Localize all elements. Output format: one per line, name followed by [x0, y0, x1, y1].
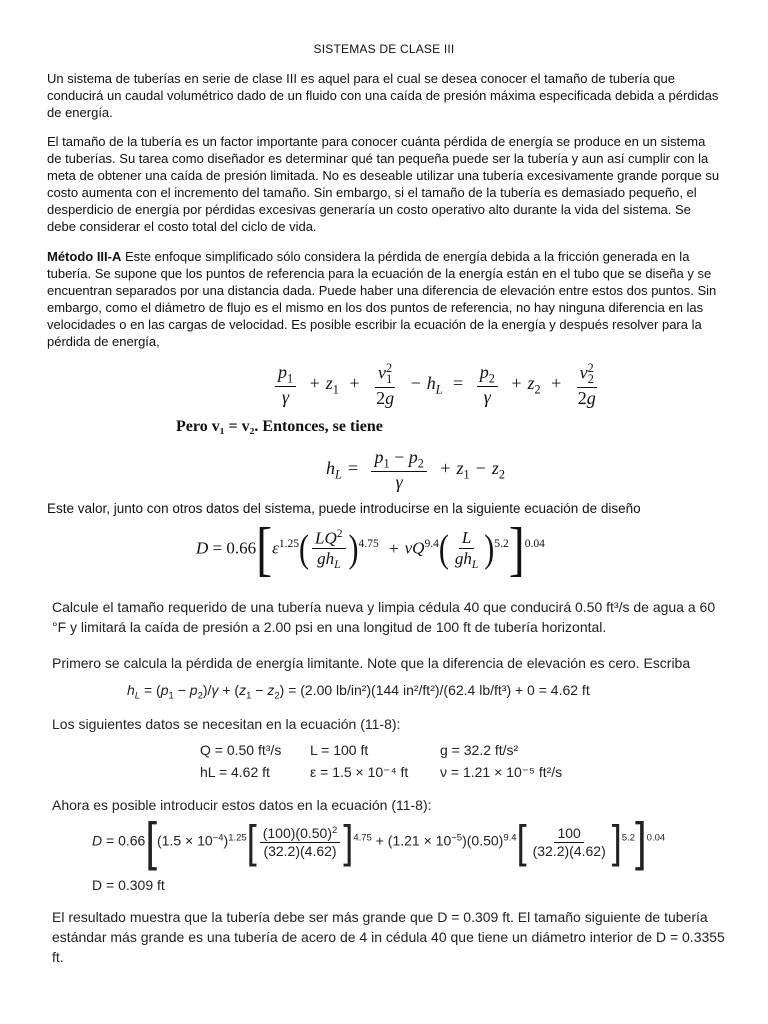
- hl-equation: $h_L$ = $\frac{p_1 - p_2}{\gamma}$ + $z_1 - z_2$: [326, 447, 505, 493]
- data-row: [200, 742, 620, 764]
- hl-calculation-result: = (2.00 lb/in²)(144 in²/ft²)/(62.4 lb/ft³) + 0 = 4.62 ft: [288, 682, 590, 698]
- hl-calculation: $h_L = (p_1 - p_2)/\gamma + (z_1 - z_2) = (2.00$ lb/in²)(144 in²/ft²)/(62.4 lb/ft³) + 0 = 4.62 ft: [127, 682, 590, 702]
- data-cell: ν = 1.21 × 10⁻⁵ ft²/s: [440, 764, 563, 780]
- example-step-2: Los siguientes datos se necesitan en la ecuación (11-8):: [52, 716, 401, 732]
- example-conclusion: El resultado muestra que la tubería debe ser más grande que D = 0.309 ft. El tamaño siguiente de tubería estándar más grande es una tubería de acero de 4 in cédula 40 que tiene un diámetro interior de D = 0.3355 ft.: [52, 909, 725, 965]
- pero-line: Pero v₁ = v₂. Entonces, se tiene: [176, 418, 383, 435]
- pipe-size-paragraph: El tamaño de la tubería es un factor importante para conocer cuánta pérdida de energía se produce en un sistema de tuberías. Su tarea como diseñador es determinar qué tan pequeña puede ser la tubería y aun así cumplir con la meta de obtener una caída de presión limitada. No es deseable utilizar una tubería excesivamente grande porque su costo aumenta con el incremento del tamaño. Sin embargo, si el tamaño de la tubería es demasiado pequeño, el desperdicio de energía por pérdidas excesivas generaría un costo operativo alto durante la vida del sistema. Se debe considerar el costo total del ciclo de vida.: [47, 134, 720, 234]
- energy-equation: $\frac{p_1}{\gamma}$ + $z_1$ + $\frac{v^2_1}{2g}$ − $h_L$ = $\frac{p_2}{\gamma}$ + $z_2$ + $\frac{v^2_2}{2g}$: [272, 362, 602, 408]
- data-cell: L = 100 ft: [310, 742, 369, 758]
- design-equation-intro: Este valor, junto con otros datos del sistema, puede introducirse en la siguiente ecuación de diseño: [47, 501, 641, 516]
- method-label: Método III-A: [47, 249, 122, 264]
- substituted-equation: $D = 0.66[(1.5 \times 10^{-4})^{1.25}$[ $\frac{(100)(0.50)^2}{(32.2)(4.62)}$ ]$^{4.75} + (1.21 \times 10^{-5})(0.50)^{9.4}$[ $\frac{100}{(32.2)(4.62)}$ ]$^{5.2}$]$^{0.04}$: [92, 812, 666, 871]
- example-step-3: Ahora es posible introducir estos datos en la ecuación (11-8):: [52, 797, 432, 813]
- method-text: Este enfoque simplificado sólo considera la pérdida de energía debida a la fricción generada en la tubería. Se supone que los puntos de referencia para la ecuación de la energía están en el tubo que se diseña y se encuentran separados por una distancia dada. Puede haber una diferencia de elevación entre estos dos puntos. Sin embargo, como el diámetro de flujo es el mismo en los dos puntos de referencia, no hay ninguna diferencia en las velocidades o en las cargas de velocidad. Es posible escribir la ecuación de la energía y después resolver para la pérdida de energía,: [47, 249, 717, 349]
- data-cell: hL = 4.62 ft: [200, 764, 270, 780]
- example-statement: Calcule el tamaño requerido de una tubería nueva y limpia cédula 40 que conducirá 0.50 ft³/s de agua a 60 °F y limitará la caída de presión a 2.00 psi en una longitud de 100 ft de tubería horizontal.: [52, 599, 716, 635]
- example-step-1: Primero se calcula la pérdida de energía limitante. Note que la diferencia de elevación es cero. Escriba: [52, 655, 691, 671]
- example-result: D = 0.309 ft: [92, 877, 165, 893]
- data-table: [200, 742, 620, 786]
- intro-paragraph: Un sistema de tuberías en serie de clase III es aquel para el cual se desea conocer el tamaño de tubería que conducirá un caudal volumétrico dado de un fluido con una caída de presión máxima especificada debida a pérdidas de energía.: [47, 71, 719, 120]
- method-paragraph: [47, 248, 723, 350]
- data-cell: g = 32.2 ft/s²: [440, 742, 519, 758]
- design-equation: $D = 0.66[\varepsilon^{1.25}$( $\frac{LQ^2}{gh_L}$ )$^{4.75} + \nu Q^{9.4}$( $\frac{L}{gh_L}$ )$^{5.2}$]$^{0.04}$: [196, 515, 545, 583]
- data-row: [200, 764, 620, 786]
- page-title: SISTEMAS DE CLASE III: [313, 42, 455, 56]
- data-cell: ε = 1.5 × 10⁻⁴ ft: [310, 764, 409, 780]
- data-cell: Q = 0.50 ft³/s: [200, 742, 282, 758]
